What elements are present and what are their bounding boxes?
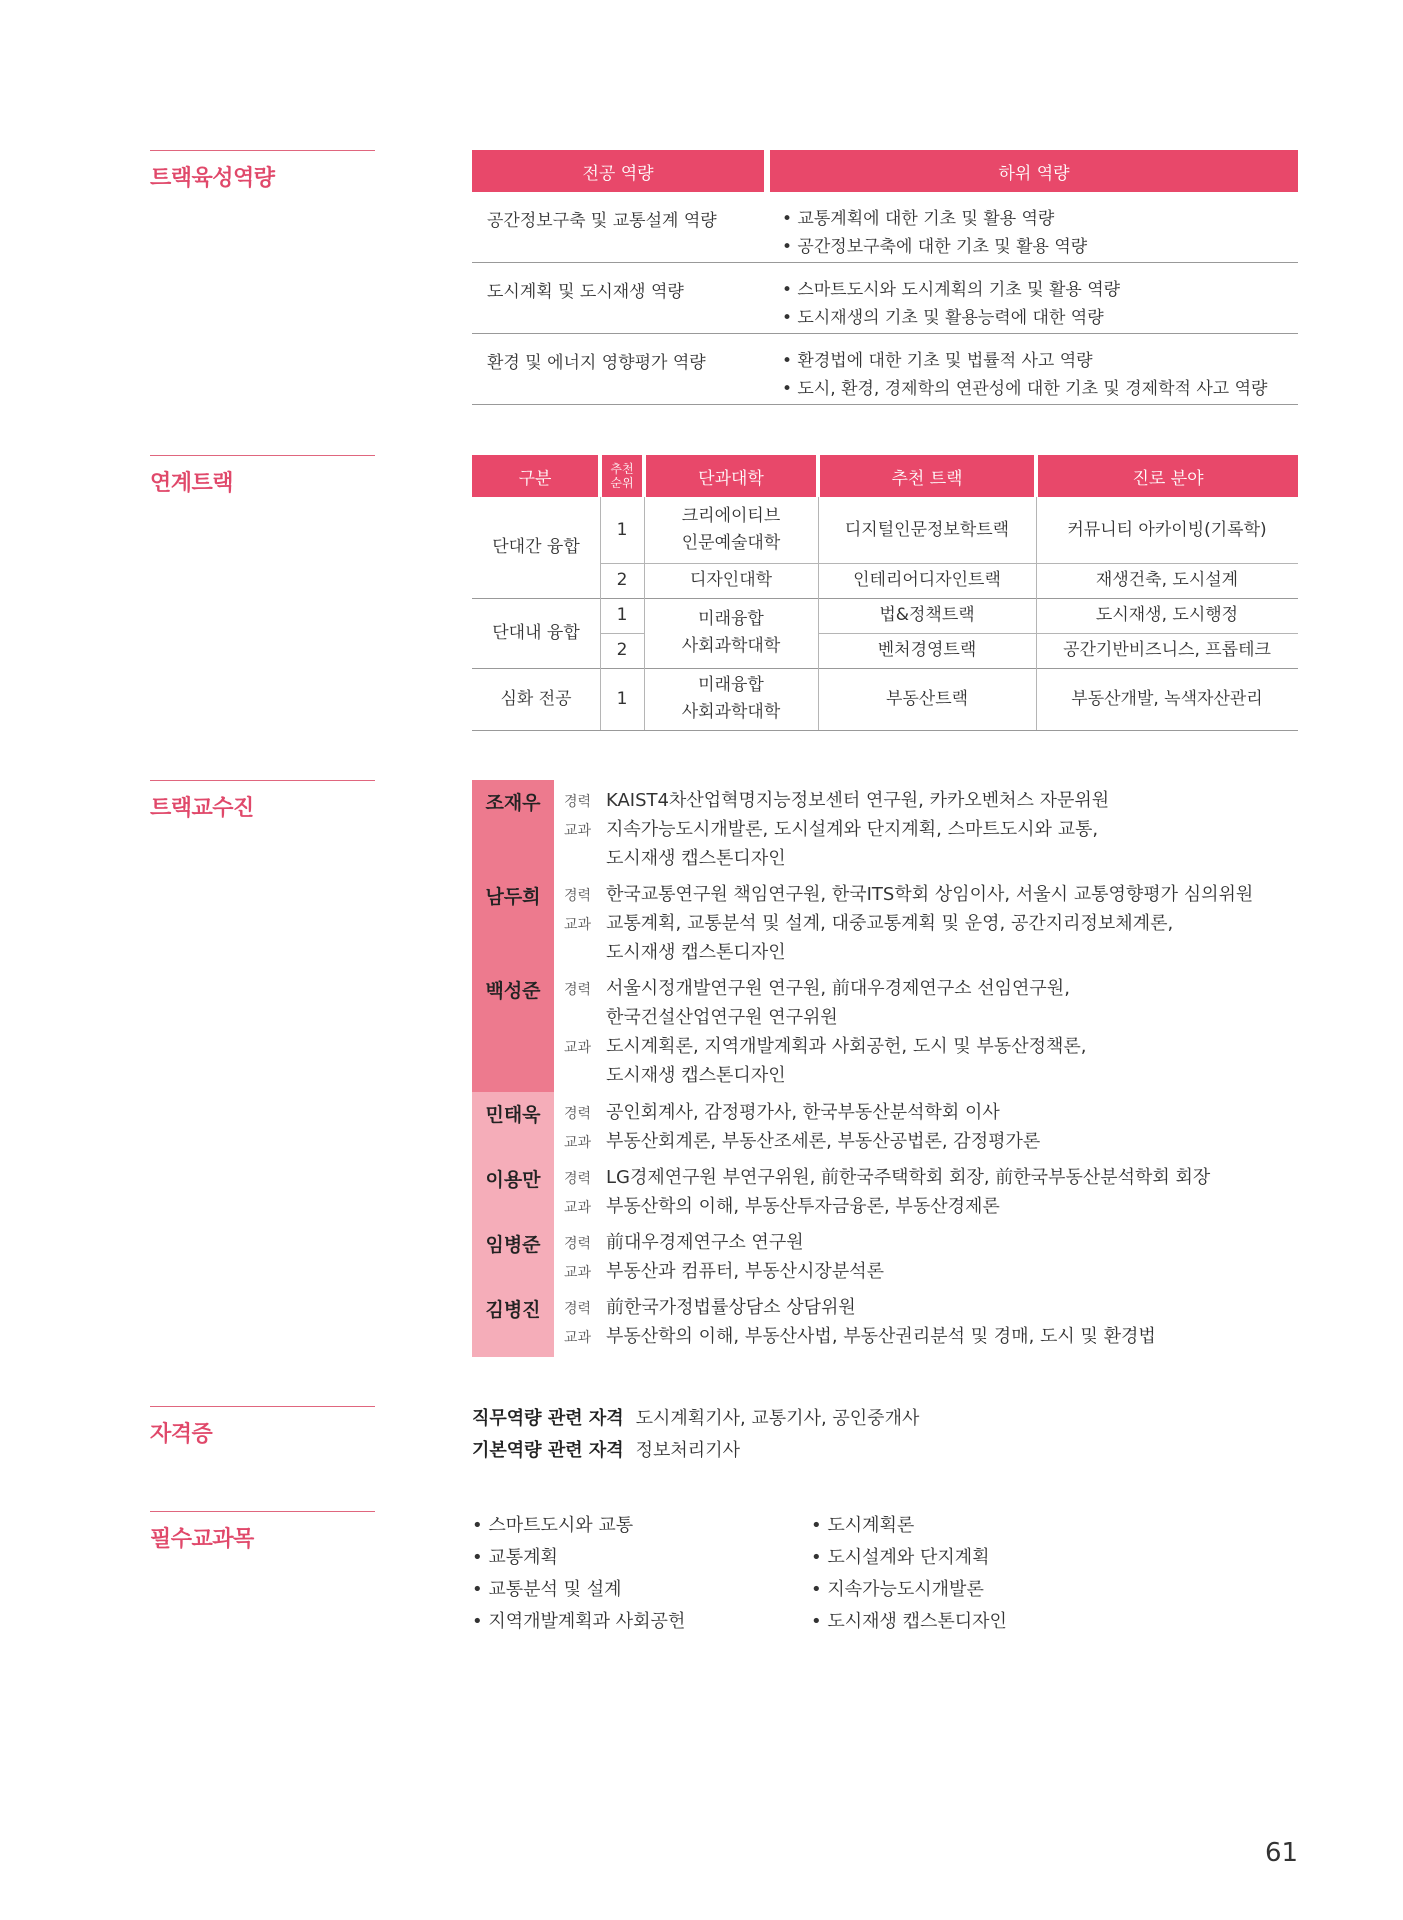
certificate-value: 정보처리기사 [635,1440,740,1461]
course-text: 도시재생 캡스톤디자인 [606,942,786,963]
career-text: 한국교통연구원 책임연구원, 한국ITS학회 상임이사, 서울시 교통영향평가 심의위원 [606,884,1254,905]
course-tag: 교과 [564,1040,592,1056]
table-row [472,334,1298,405]
course-tag: 교과 [564,1330,592,1346]
header-rank: 추천 순위 [602,455,642,497]
header-sub-competency: 하위 역량 [770,150,1298,192]
list-item: • 도시설계와 단지계획 [811,1547,990,1568]
course-text: 지속가능도시개발론, 도시설계와 단지계획, 스마트도시와 교통, [606,819,1099,840]
professor-name: 조재우 [485,792,541,814]
section-label-linked-track: 연계트랙 [150,455,375,497]
college-cell: 디자인대학 [689,570,773,590]
course-text: 부동산학의 이해, 부동산사법, 부동산권리분석 및 경매, 도시 및 환경법 [606,1326,1156,1347]
rank-cell: 1 [616,688,628,709]
college-cell: 크리에이티브 인문예술대학 [681,506,781,553]
course-tag: 교과 [564,917,592,933]
sub-item: • 스마트도시와 도시계획의 기초 및 활용 역량 [782,280,1121,300]
professor-name: 이용만 [485,1169,541,1191]
sub-competency [770,334,1298,404]
group-cell: 심화 전공 [500,688,572,709]
certificate-label: 직무역량 관련 자격 [472,1408,624,1429]
track-cell: 벤처경영트랙 [877,640,977,660]
sub-competency [770,263,1298,333]
career-tag: 경력 [564,1171,592,1187]
career-text: 前한국가정법률상담소 상담위원 [606,1297,856,1318]
faculty-name-band-dark [472,780,554,1092]
sub-item: • 공간정보구축에 대한 기초 및 활용 역량 [782,237,1088,257]
career-tag: 경력 [564,1301,592,1317]
certificate-label: 기본역량 관련 자격 [472,1440,624,1461]
professor-name: 남두희 [485,886,541,908]
career-text: LG경제연구원 부연구위원, 前한국주택학회 회장, 前한국부동산분석학회 회장 [606,1167,1211,1188]
list-item: • 스마트도시와 교통 [472,1515,634,1536]
college-cell: 미래융합 사회과학대학 [681,675,781,722]
section-label-certificate: 자격증 [150,1406,375,1448]
professor-name: 김병진 [485,1299,541,1321]
career-tag: 경력 [564,1106,592,1122]
track-cell: 부동산트랙 [885,688,969,709]
rank-cell: 1 [616,605,628,625]
certificate-value: 도시계획기사, 교통기사, 공인중개사 [635,1408,920,1429]
required-courses-right [811,1510,1007,1638]
sub-item: • 도시, 환경, 경제학의 연관성에 대한 기초 및 경제학적 사고 역량 [782,379,1268,399]
course-text: 부동산학의 이해, 부동산투자금융론, 부동산경제론 [606,1196,1000,1217]
table-row [472,192,1298,263]
list-item: • 교통계획 [472,1547,558,1568]
career-text: 공인회계사, 감정평가사, 한국부동산분석학회 이사 [606,1102,1000,1123]
career-cell: 부동산개발, 녹색자산관리 [1071,688,1263,709]
competency-table-header [472,150,1298,192]
header-category: 구분 [472,455,598,497]
section-label-required-courses: 필수교과목 [150,1511,375,1553]
course-tag: 교과 [564,1265,592,1281]
sub-item: • 환경법에 대한 기초 및 법률적 사고 역량 [782,351,1093,371]
track-cell: 인테리어디자인트랙 [853,570,1001,590]
career-text: KAIST4차산업혁명지능정보센터 연구원, 카카오벤처스 자문위원 [606,790,1110,811]
course-text: 도시재생 캡스톤디자인 [606,848,786,869]
certificate-row [472,1436,740,1462]
career-tag: 경력 [564,888,592,904]
career-text: 前대우경제연구소 연구원 [606,1232,804,1253]
career-cell: 커뮤니티 아카이빙(기록학) [1067,519,1267,540]
required-courses-left [472,1510,685,1638]
college-cell: 미래융합 사회과학대학 [681,609,781,656]
list-item: • 지속가능도시개발론 [811,1579,984,1600]
group-cell: 단대내 융합 [492,622,580,643]
track-cell: 법&정책트랙 [879,605,975,625]
list-item: • 교통분석 및 설계 [472,1579,622,1600]
rank-cell: 1 [616,519,628,540]
rank-cell: 2 [616,570,628,590]
header-major-competency: 전공 역량 [472,150,764,192]
certificate-row [472,1404,919,1430]
course-text: 부동산과 컴퓨터, 부동산시장분석론 [606,1261,884,1282]
course-tag: 교과 [564,1135,592,1151]
list-item: • 도시계획론 [811,1515,915,1536]
professor-name: 백성준 [485,980,541,1002]
career-cell: 도시재생, 도시행정 [1095,605,1239,625]
header-career: 진로 분야 [1038,455,1298,497]
course-text: 도시재생 캡스톤디자인 [606,1065,786,1086]
career-tag: 경력 [564,982,592,998]
career-tag: 경력 [564,1236,592,1252]
table-row [472,263,1298,334]
major-competency: 환경 및 에너지 영향평가 역량 [487,353,706,373]
course-text: 도시계획론, 지역개발계획과 사회공헌, 도시 및 부동산정책론, [606,1036,1087,1057]
list-item: • 지역개발계획과 사회공헌 [472,1611,686,1632]
career-tag: 경력 [564,794,592,810]
competency-table [472,150,1298,405]
career-text: 한국건설산업연구원 연구위원 [606,1007,838,1028]
group-cell: 단대간 융합 [492,537,580,557]
career-text: 서울시정개발연구원 연구원, 前대우경제연구소 선임연구원, [606,978,1070,999]
career-cell: 공간기반비즈니스, 프롭테크 [1063,640,1271,660]
professor-name: 임병준 [485,1234,541,1256]
rank-cell: 2 [616,640,628,660]
track-cell: 디지털인문정보학트랙 [844,519,1010,540]
list-item: • 도시재생 캡스톤디자인 [811,1611,1007,1632]
course-text: 부동산회계론, 부동산조세론, 부동산공법론, 감정평가론 [606,1131,1041,1152]
major-competency: 도시계획 및 도시재생 역량 [487,282,684,302]
course-text: 교통계획, 교통분석 및 설계, 대중교통계획 및 운영, 공간지리정보체계론, [606,913,1174,934]
sub-item: • 도시재생의 기초 및 활용능력에 대한 역량 [782,308,1104,328]
page-number: 61 [1265,1838,1299,1868]
course-tag: 교과 [564,823,592,839]
divider [472,730,1298,731]
major-competency: 공간정보구축 및 교통설계 역량 [487,211,717,231]
course-tag: 교과 [564,1200,592,1216]
section-label-faculty: 트랙교수진 [150,780,375,822]
section-label-competency: 트랙육성역량 [150,150,375,192]
sub-item: • 교통계획에 대한 기초 및 활용 역량 [782,209,1055,229]
header-college: 단과대학 [646,455,816,497]
professor-name: 민태욱 [485,1104,541,1126]
linked-track-table [472,455,1298,731]
header-track: 추천 트랙 [820,455,1034,497]
career-cell: 재생건축, 도시설계 [1095,570,1239,590]
sub-competency [770,192,1298,262]
